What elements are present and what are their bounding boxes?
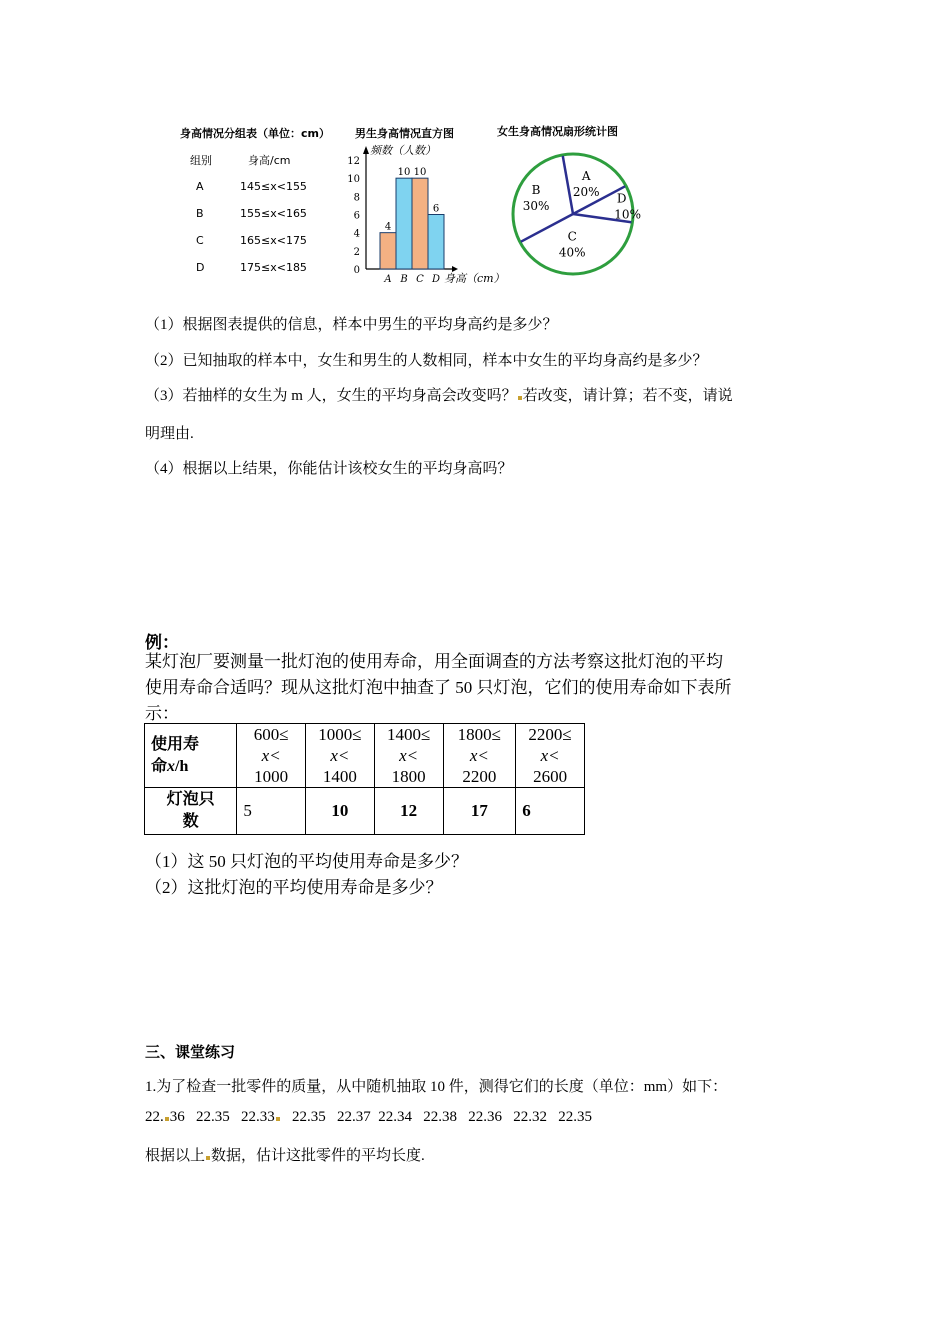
- histogram-bar: [412, 178, 428, 269]
- example-question-1: （1）这 50 只灯泡的平均使用寿命是多少？: [145, 852, 468, 871]
- pie-slice-label: C: [567, 229, 577, 244]
- count-cell: 12: [374, 788, 443, 835]
- question-3-part1: （3）若抽样的女生为 m 人，女生的平均身高会改变吗？: [145, 388, 517, 404]
- count-header: 灯泡只 数: [145, 788, 237, 835]
- range-cell: 155≤x<165: [240, 207, 307, 220]
- group-table: [182, 150, 362, 280]
- histogram-bar: [396, 178, 412, 269]
- example-line-3: 示：: [145, 704, 179, 723]
- histogram-title: 男生身高情况直方图: [355, 127, 454, 140]
- y-tick-label: 12: [347, 156, 360, 167]
- range-cell: 1400≤ x< 1800: [374, 724, 443, 788]
- y-tick-label: 2: [353, 246, 360, 258]
- range-cell: 165≤x<175: [240, 234, 307, 247]
- bar-value-label: 4: [384, 221, 392, 233]
- x-tick-label: B: [400, 274, 408, 285]
- example-question-2: （2）这批灯泡的平均使用寿命是多少？: [145, 878, 443, 897]
- count-cell: 5: [237, 788, 306, 835]
- measurement-data: 22. 36 22.35 22.33 22.35 22.37 22.34 22.38 22.36 22.32 22.35: [145, 1109, 592, 1125]
- pie-slice-percent: 40%: [558, 245, 586, 260]
- pie-slice-percent: 10%: [614, 207, 641, 222]
- group-cell: D: [196, 261, 205, 274]
- y-tick-label: 6: [353, 210, 360, 222]
- count-cell: 10: [306, 788, 375, 835]
- range-cell: 600≤ x< 1000: [237, 724, 306, 788]
- example-line-2: 使用寿命合适吗？现从这批灯泡中抽查了 50 只灯泡，它们的使用寿命如下表所: [145, 678, 732, 697]
- edit-mark: [206, 1156, 210, 1160]
- range-cell: 2200≤ x< 2600: [516, 724, 585, 788]
- edit-mark: [276, 1117, 280, 1121]
- pie-chart: [505, 147, 645, 282]
- question-3: [145, 384, 733, 405]
- bar-value-label: 10: [413, 167, 427, 179]
- count-cell: 6: [516, 788, 585, 835]
- group-cell: A: [196, 180, 204, 193]
- pie-slice-percent: 20%: [572, 185, 600, 200]
- pie-title: 女生身高情况扇形统计图: [497, 125, 618, 138]
- table-row: [145, 788, 585, 835]
- bar-value-label: 6: [432, 203, 440, 215]
- histogram-bar: [380, 233, 396, 269]
- question-4: （4）根据以上结果，你能估计该校女生的平均身高吗？: [145, 461, 513, 477]
- range-cell: 1000≤ x< 1400: [306, 724, 375, 788]
- y-tick-label: 0: [353, 265, 360, 276]
- question-2: （2）已知抽取的样本中，女生和男生的人数相同，样本中女生的平均身高约是多少？: [145, 353, 708, 369]
- pie-slice-label: B: [531, 182, 541, 197]
- pie-slice-label: D: [616, 191, 627, 206]
- group-table-title: 身高情况分组表（单位：cm）: [180, 127, 330, 140]
- question-3-continued: 明理由.: [145, 426, 194, 442]
- group-cell: B: [196, 207, 204, 220]
- y-axis-arrow: [363, 146, 369, 154]
- practice-heading: 三、课堂练习: [145, 1043, 236, 1061]
- pie-slice-percent: 30%: [522, 198, 550, 213]
- lifetime-table: [144, 723, 585, 835]
- example-line-1: 某灯泡厂要测量一批灯泡的使用寿命，用全面调查的方法考察这批灯泡的平均: [145, 652, 723, 671]
- pie-slice-label: A: [581, 169, 591, 184]
- x-tick-label: D: [431, 274, 441, 285]
- edit-mark: [165, 1117, 169, 1121]
- question-1: （1）根据图表提供的信息，样本中男生的平均身高约是多少？: [145, 317, 558, 333]
- example-label: 例：: [145, 633, 179, 653]
- group-header: 组别: [190, 154, 212, 167]
- edit-mark: [518, 396, 522, 400]
- histogram-bar: [428, 215, 444, 270]
- count-cell: 17: [443, 788, 516, 835]
- x-axis-label: 身高（cm）: [444, 272, 505, 285]
- range-cell: 1800≤ x< 2200: [443, 724, 516, 788]
- practice-question-1: 1.为了检查一批零件的质量，从中随机抽取 10 件，测得它们的长度（单位：mm）如下：: [145, 1079, 728, 1095]
- y-tick-label: 10: [347, 174, 360, 186]
- x-tick-label: C: [416, 274, 424, 285]
- group-cell: C: [196, 234, 204, 247]
- lifetime-header: 使用寿 命x/h: [145, 724, 237, 788]
- table-row: [145, 724, 585, 788]
- range-cell: 145≤x<155: [240, 180, 307, 193]
- x-tick-label: A: [384, 274, 392, 285]
- practice-conclusion: 根据以上 数据，估计这批零件的平均长度.: [145, 1148, 425, 1164]
- question-3-part2: 若改变，请计算；若不变，请说: [522, 388, 733, 404]
- y-axis-label: 频数（人数）: [370, 144, 436, 157]
- bar-value-label: 10: [397, 167, 411, 179]
- y-tick-label: 4: [353, 228, 360, 240]
- range-cell: 175≤x<185: [240, 261, 307, 274]
- height-header: 身高/cm: [248, 154, 291, 167]
- histogram-chart: [340, 138, 520, 288]
- y-tick-label: 8: [353, 192, 360, 204]
